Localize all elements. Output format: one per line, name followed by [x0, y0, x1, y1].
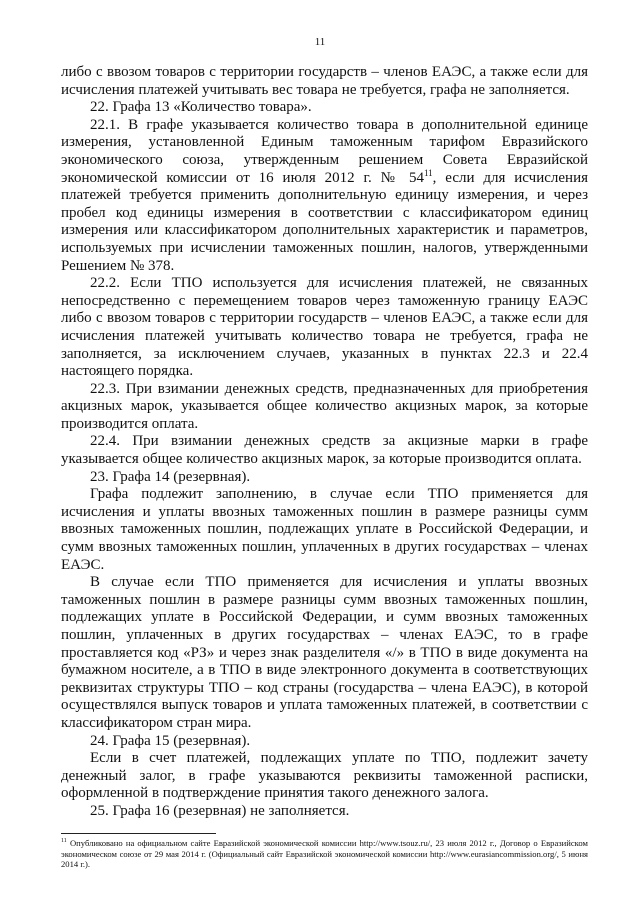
paragraph-item-22-1-text: 22.1. В графе указывается количество товара в дополнительной единице измерения, установленной Единым таможенным тарифом Евразийского экономического союза, утвержденным решением Совета Евразийской экономической комиссии от 16 июля 2012 г. № 54 [61, 116, 588, 186]
footnote-text: Опубликовано на официальном сайте Евразийской экономической комиссии http://www.tsouz.ru/, 23 июля 2012 г., Договор о Евразийском экономическом союзе от 29 мая 2014 г. (Официальный сайт Евразийской экономической комиссии http://www.eurasiancommission.org/, 5 июня 2014 г.). [61, 838, 588, 870]
paragraph-item-25: 25. Графа 16 (резервная) не заполняется. [90, 802, 350, 819]
paragraph-item-24: 24. Графа 15 (резервная). [90, 732, 251, 749]
paragraph-item-22-1 [61, 117, 588, 275]
paragraph-item-23-text-1: Графа подлежит заполнению, в случае если ТПО применяется для исчисления и уплаты ввозных таможенных пошлин в размере разницы сумм ввозных таможенных пошлин, подлежащих уплате в Российской Федерации, и сумм ввозных таможенных пошлин, уплаченных в других государствах – членах ЕАЭС. [61, 486, 588, 573]
page-number: 11 [314, 36, 326, 48]
paragraph-item-23-text-2: В случае если ТПО применяется для исчисления и уплаты ввозных таможенных пошлин в размере разницы сумм ввозных таможенных пошлин, подлежащих уплате в Российской Федерации, и сумм ввозных таможенных пошлин, уплаченных в других государствах – членах ЕАЭС, то в графе проставляется код «РЗ» и через знак разделителя «/» в ТПО в виде документа на бумажном носителе, а в ТПО в виде электронного документа в соответствующих реквизитах структуры ТПО – код страны (государства – члена ЕАЭС), в которой осуществлялся выпуск товаров и уплата таможенных платежей, в соответствии с классификатором стран мира. [61, 574, 588, 731]
paragraph-item-24-text: Если в счет платежей, подлежащих уплате по ТПО, подлежит зачету денежный залог, в графе указываются реквизиты таможенной расписки, оформленной в подтверждение принятия такого денежного залога. [61, 750, 588, 802]
paragraph-item-22: 22. Графа 13 «Количество товара». [90, 99, 312, 116]
footnote-reference: 11 [423, 167, 433, 178]
footnote-mark: 11 [61, 838, 67, 845]
document-body [61, 64, 588, 821]
paragraph-item-23: 23. Графа 14 (резервная). [90, 468, 251, 485]
paragraph-continuation: либо с ввозом товаров с территории государств – членов ЕАЭС, а также если для исчисления платежей учитывать вес товара не требуется, графа не заполняется. [61, 64, 588, 98]
paragraph-item-22-2: 22.2. Если ТПО используется для исчисления платежей, не связанных непосредственно с перемещением товаров через таможенную границу ЕАЭС либо с ввозом товаров с территории государств – членов ЕАЭС, а также если для исчисления платежей учитывать количество товара не требуется, графа не заполняется, за исключением случаев, указанных в пунктах 22.3 и 22.4 настоящего порядка. [61, 275, 588, 380]
footnote-divider [61, 833, 216, 834]
paragraph-item-22-3: 22.3. При взимании денежных средств, предназначенных для приобретения акцизных марок, указывается общее количество акцизных марок, за которые производится оплата. [61, 380, 588, 432]
paragraph-item-22-4: 22.4. При взимании денежных средств за акцизные марки в графе указывается общее количество акцизных марок, за которые производится оплата. [61, 433, 588, 468]
footnote [61, 838, 588, 870]
paragraph-item-22-1-text-cont: , если для исчисления платежей требуется применить дополнительную единицу измерения, и через пробел код единицы измерения в соответствии с классификатором единиц измерения или классификатором дополнительных характеристик и параметров, используемых при исчислении таможенных пошлин, налогов, утвержденными Решением № 378. [61, 169, 588, 274]
